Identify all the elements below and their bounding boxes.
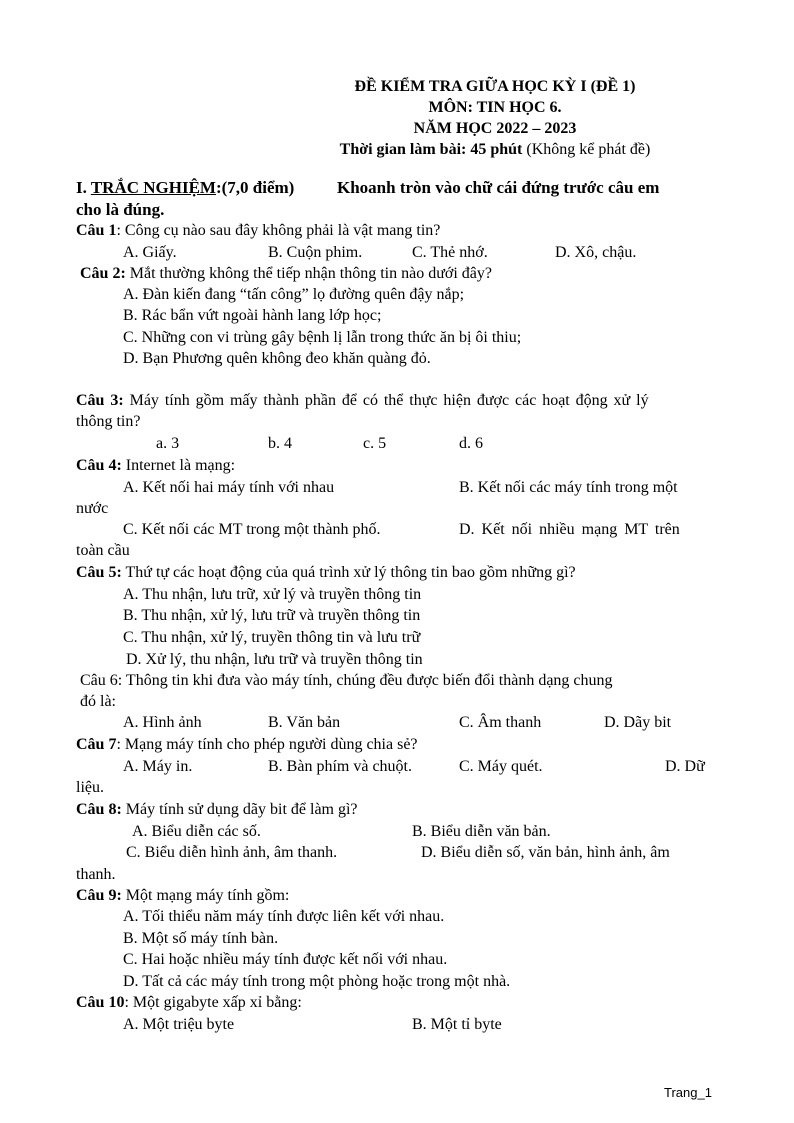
q6-option-a[interactable]: A. Hình ảnh	[123, 714, 202, 731]
q2-option-d[interactable]: D. Bạn Phương quên không đeo khăn quàng đỏ.	[123, 350, 431, 367]
question-4-label: Câu 4:	[76, 457, 122, 474]
q7-option-d[interactable]: D. Dữ	[665, 758, 705, 775]
question-10	[76, 992, 302, 1013]
section-points: :(7,0 điểm)	[215, 178, 295, 197]
q7-option-c[interactable]: C. Máy quét.	[459, 758, 543, 775]
question-4-text: Internet là mạng:	[121, 457, 236, 474]
q1-option-a[interactable]: A. Giấy.	[123, 244, 177, 261]
q7-option-b[interactable]: B. Bàn phím và chuột.	[268, 758, 412, 775]
q4-option-b-cont: nước	[76, 500, 109, 517]
section-instruction-cont: cho là đúng.	[76, 200, 165, 219]
q3-option-c[interactable]: c. 5	[363, 435, 387, 452]
q1-option-b[interactable]: B. Cuộn phim.	[268, 244, 363, 261]
q8-option-d[interactable]: D. Biểu diễn số, văn bản, hình ảnh, âm	[421, 844, 670, 861]
q2-option-a[interactable]: A. Đàn kiến đang “tấn công” lọ đường quên đậy nắp;	[123, 286, 465, 303]
question-3-label: Câu 3:	[76, 392, 124, 409]
q8-option-c[interactable]: C. Biểu diễn hình ảnh, âm thanh.	[126, 844, 338, 861]
q5-option-c[interactable]: C. Thu nhận, xử lý, truyền thông tin và lưu trữ	[123, 629, 421, 646]
q9-option-c[interactable]: C. Hai hoặc nhiều máy tính được kết nối với nhau.	[123, 951, 448, 968]
q7-option-a[interactable]: A. Máy in.	[123, 758, 193, 775]
q5-option-b[interactable]: B. Thu nhận, xử lý, lưu trữ và truyền thông tin	[123, 607, 421, 624]
question-3-text: Máy tính gồm mấy thành phần để có thể thực hiện được các hoạt động xử lý	[123, 392, 649, 409]
q9-option-d[interactable]: D. Tất cả các máy tính trong một phòng hoặc trong một nhà.	[123, 973, 511, 990]
q6-option-b[interactable]: B. Văn bản	[268, 714, 341, 731]
q4-option-b[interactable]: B. Kết nối các máy tính trong một	[459, 479, 678, 496]
question-1	[76, 220, 440, 241]
question-9-label: Câu 9:	[76, 887, 122, 904]
page-number: Trang_1	[664, 1085, 712, 1100]
exam-subject: MÔN: TIN HỌC 6.	[428, 99, 562, 116]
q3-option-b[interactable]: b. 4	[268, 435, 292, 452]
q10-option-a[interactable]: A. Một triệu byte	[123, 1016, 235, 1033]
q1-option-c[interactable]: C. Thẻ nhớ.	[412, 244, 488, 261]
exam-year: NĂM HỌC 2022 – 2023	[413, 120, 577, 137]
question-7	[76, 734, 418, 755]
question-8-text: Máy tính sử dụng dãy bit để làm gì?	[121, 801, 358, 818]
q9-option-b[interactable]: B. Một số máy tính bàn.	[123, 930, 279, 947]
question-2-label: Câu 2:	[80, 265, 126, 282]
question-10-label: Câu 10	[76, 994, 125, 1011]
q8-option-a[interactable]: A. Biểu diễn các số.	[132, 823, 261, 840]
q10-option-b[interactable]: B. Một tỉ byte	[412, 1016, 502, 1033]
q6-option-c[interactable]: C. Âm thanh	[459, 714, 542, 731]
question-6: Câu 6: Thông tin khi đưa vào máy tính, chúng đều được biến đổi thành dạng chung	[80, 672, 613, 689]
question-7-label: Câu 7	[76, 736, 117, 753]
question-2-text: Mắt thường không thể tiếp nhận thông tin nào dưới đây?	[125, 265, 492, 282]
q2-option-b[interactable]: B. Rác bẩn vứt ngoài hành lang lớp học;	[123, 307, 382, 324]
q5-option-a[interactable]: A. Thu nhận, lưu trữ, xử lý và truyền thông tin	[123, 586, 422, 603]
q4-option-c[interactable]: C. Kết nối các MT trong một thành phố.	[123, 521, 381, 538]
question-9-text: Một mạng máy tính gồm:	[121, 887, 290, 904]
q7-option-d-cont: liệu.	[76, 779, 104, 796]
question-10-text: : Một gigabyte xấp xỉ bằng:	[124, 994, 302, 1011]
q6-option-d[interactable]: D. Dãy bit	[604, 714, 672, 731]
section-heading	[76, 177, 294, 198]
q8-option-d-cont: thanh.	[76, 866, 116, 883]
question-4	[76, 455, 235, 476]
q1-option-d[interactable]: D. Xô, chậu.	[555, 244, 637, 261]
question-1-label: Câu 1	[76, 222, 117, 239]
question-1-text: : Công cụ nào sau đây không phải là vật mang tin?	[116, 222, 441, 239]
question-5-label: Câu 5:	[76, 564, 122, 581]
question-6-text-cont: đó là:	[80, 693, 116, 710]
exam-time	[0, 139, 794, 160]
section-instruction: Khoanh tròn vào chữ cái đứng trước câu em	[337, 178, 660, 197]
question-5-text: Thứ tự các hoạt động của quá trình xử lý thông tin bao gồm những gì?	[121, 564, 576, 581]
q3-option-d[interactable]: d. 6	[459, 435, 483, 452]
question-2	[80, 263, 492, 284]
q4-option-d[interactable]: D. Kết nối nhiều mạng MT trên	[459, 521, 680, 538]
q4-option-a[interactable]: A. Kết nối hai máy tính với nhau	[123, 479, 335, 496]
q3-option-a[interactable]: a. 3	[156, 435, 180, 452]
question-8	[76, 799, 358, 820]
question-5	[76, 562, 576, 583]
section-title: TRẮC NGHIỆM	[90, 178, 216, 197]
question-3	[76, 390, 649, 411]
exam-time-note: (Không kể phát đề)	[522, 141, 651, 158]
question-7-text: : Mạng máy tính cho phép người dùng chia sẻ?	[116, 736, 418, 753]
question-3-text-cont: thông tin?	[76, 413, 141, 430]
exam-time-label: Thời gian làm bài: 45 phút	[339, 141, 523, 158]
q2-option-c[interactable]: C. Những con vi trùng gây bệnh lị lẫn trong thức ăn bị ôi thiu;	[123, 329, 522, 346]
q8-option-b[interactable]: B. Biểu diễn văn bản.	[412, 823, 551, 840]
q5-option-d[interactable]: D. Xử lý, thu nhận, lưu trữ và truyền thông tin	[126, 651, 423, 668]
question-9	[76, 885, 289, 906]
q9-option-a[interactable]: A. Tối thiểu năm máy tính được liên kết với nhau.	[123, 908, 445, 925]
q4-option-d-cont: toàn cầu	[76, 542, 130, 559]
section-number: I.	[76, 178, 91, 197]
question-8-label: Câu 8:	[76, 801, 122, 818]
exam-title: ĐỀ KIỂM TRA GIỮA HỌC KỲ I (ĐỀ 1)	[354, 78, 636, 95]
